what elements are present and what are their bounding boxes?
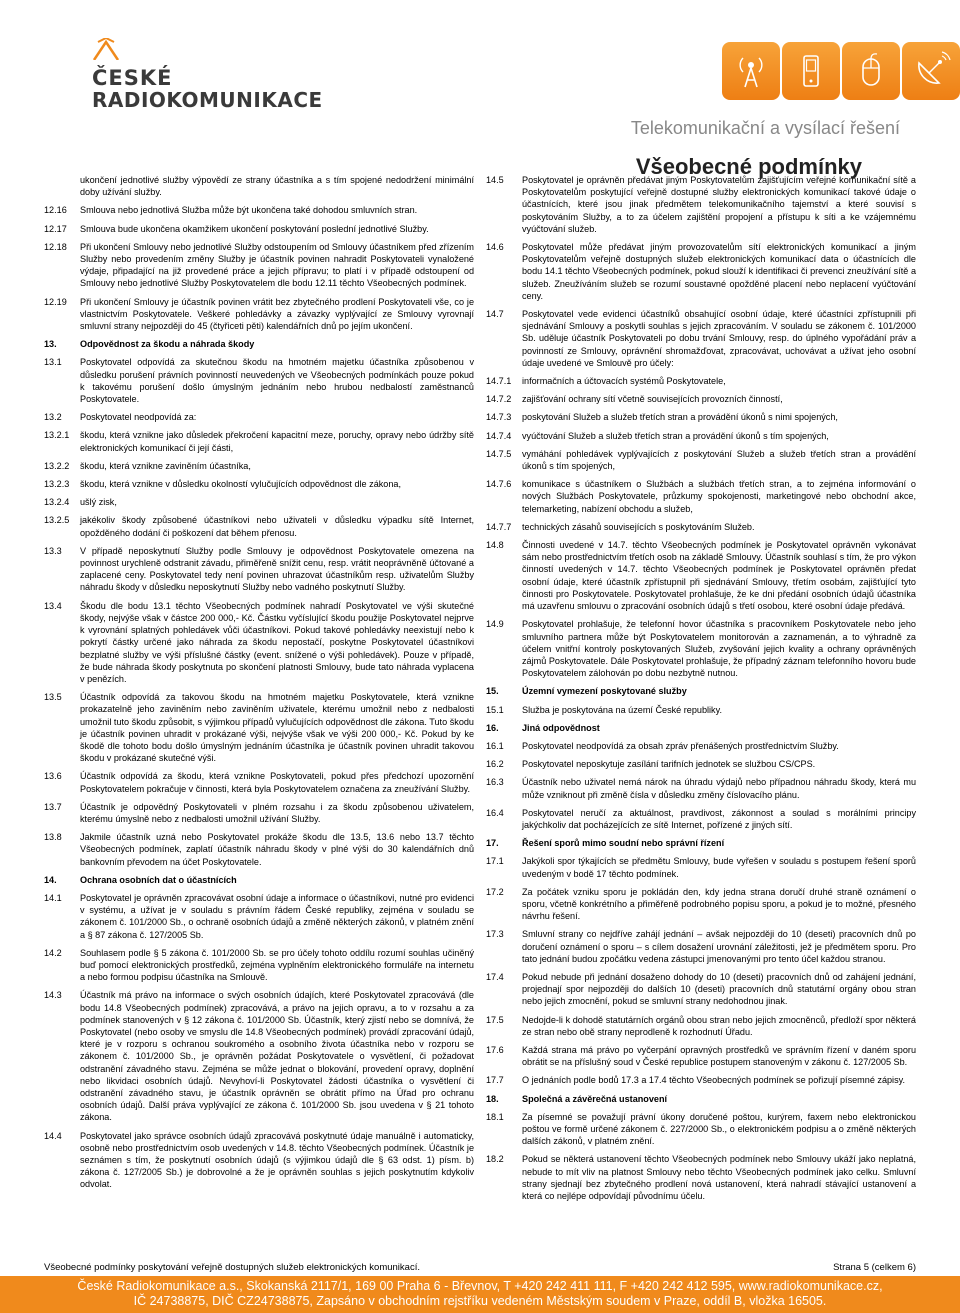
- left-column: [44, 174, 474, 1197]
- clause-number: 15.: [486, 686, 499, 697]
- clause: [486, 776, 916, 800]
- clause: [44, 223, 474, 235]
- clause: [44, 770, 474, 794]
- clause-text: škodu, která vznikne zaviněním účastníka,: [80, 460, 251, 471]
- clause-number: 14.7.6: [486, 479, 512, 490]
- clause-text: Při ukončení Smlouvy je účastník povinen vrátit bez zbytečného prodlení Poskytovateli vše, co je vlastnictvím Poskytovatele. Veškeré pohledávky a závazky vyplývající ze Smlouvy vyrovnají smluvní strany nejpozději do 45 (čtyřiceti pěti) kalendářních dnů po jejím ukončení.: [80, 296, 474, 332]
- clause-text: Poskytovatel vede evidenci účastníků obsahující osobní údaje, které účastníci zpřístupnili při sjednávání Smlouvy a poskytli souhlas s jejich zpracováním. V souladu se zákonem č. 101/2000 Sb. uděluje účastník Poskytovateli po dobu trvání Smlouvy, resp. do úplného vypořádání práv a povinností ze Smlouvy, oprávnění shromažďovat, zpracovávat, uchovávat a užívat jeho osobní údaje uvedené ve Smlouvě pro účely:: [522, 309, 916, 368]
- clause-number: 14.7.7: [486, 521, 512, 532]
- clause-text: Souhlasem podle § 5 zákona č. 101/2000 Sb. se pro účely tohoto oddílu rozumí souhlas učiněný buď pomocí elektronických prostředků, zejména vyplněním elektronického formuláře na internetu a nebo formou podpisu účastníka na Smlouvě.: [80, 947, 474, 983]
- clause: [44, 989, 474, 1123]
- clause-text: O jednáních podle bodů 17.3 a 17.4 těchto Všeobecných podmínek se pořizují písemné zápisy.: [522, 1075, 906, 1086]
- page-header: [0, 0, 960, 179]
- clause: [486, 478, 916, 515]
- clause-text: Smlouva bude ukončena okamžikem ukončení poskytování poslední jednotlivé Služby.: [80, 223, 429, 234]
- clause-number: 18.1: [486, 1111, 504, 1122]
- clause-number: 14.4: [44, 1130, 62, 1141]
- clause-number: 17.7: [486, 1075, 504, 1086]
- clause-number: 13.1: [44, 357, 62, 368]
- clause-number: 14.5: [486, 175, 504, 185]
- clause-number: 12.19: [44, 296, 67, 307]
- clause-text: Smlouva nebo jednotlivá Služba může být ukončena také dohodou smluvních stran.: [80, 205, 418, 216]
- clause: [44, 947, 474, 984]
- clause-number: 13.3: [44, 545, 62, 556]
- clause-text: Pokud se některá ustanovení těchto Všeobecných podmínek nebo Smlouvy ukáží jako neplatná, nebude to mít vliv na platnost Smlouvy nebo těchto Všeobecných podmínek jako celku. Smluvní strany sjednají bez zbytečného prodlení nová ustanovení, která nahradí stávající ustanovení a která co nejlépe odpovídají původnímu účelu.: [522, 1154, 916, 1202]
- clause: [44, 831, 474, 868]
- clause-number: 13.: [44, 339, 57, 350]
- clause-number: 17.1: [486, 856, 504, 867]
- clause-text: Jakmile účastník uzná nebo Poskytovatel prokáže škodu dle 13.5, 13.6 nebo 13.7 těchto Všeobecných podmínek, zaplatí účastník náhradu škody v plné výši do 30 kalendářních dnů bankovním převodem na účet Poskytovatele.: [80, 832, 474, 867]
- clause-text: vyúčtování Služeb a služeb třetích stran a provádění úkonů s tím spojených,: [522, 430, 829, 441]
- clause-text: Poskytovatel jako správce osobních údajů zpracovává poskytnuté údaje manuálně i automaticky, osobně nebo prostřednictvím osob uvedených v 14.8. těchto Všeobecných podmínek. Účastník je seznámen s tím, že poskytnutí osobních údajů (s výjimkou údajů dle § 63 odst. 1) písm. b) zákona č. 127/2005 Sb.) je dobrovolné a že je oprávněn souhlas s jejich poskytnutím kdykoliv odvolat.: [80, 1130, 474, 1190]
- clause-text: Účastník odpovídá za takovou škodu na hmotném majetku Poskytovatele, která vznikne prokazatelně jeho zaviněním nebo zaviněním uživatele, kterému umožnil nebo z nedbalosti umožnil tuto škodu způsobit, s výjimkou případů vylučujících odpovědnost dle zákona. Tuto škodu je účastník povinen uhradit v prokázané výši, nejvýše však ve výši 200 000,- Kč. Pokud by ke škodě dle tohoto bodu došlo úmyslným jednáním účastníka je účastník povinen uhradit takovou škodu v prokázané skutečné výši.: [80, 692, 474, 764]
- document-title: Všeobecné podmínky: [635, 154, 862, 179]
- clause: [486, 758, 916, 770]
- pylon-logo-icon: [92, 38, 120, 60]
- right-column: [486, 174, 916, 1208]
- clause: [486, 740, 916, 752]
- clause: [44, 429, 474, 453]
- section-heading-text: Řešení sporů mimo soudní nebo správní řízení: [522, 838, 725, 849]
- logo-line1: ČESKÉ: [92, 66, 173, 90]
- clause: [486, 886, 916, 923]
- clause-text: ukončení jednotlivé služby výpovědí ze strany účastníka a s tím spojené nedodržení minimální doby užívání služby.: [80, 175, 474, 198]
- clause: [44, 600, 474, 685]
- clause-number: 17.3: [486, 929, 504, 940]
- clause-text: jakékoliv škody způsobené účastníkovi nebo uživateli v důsledku výpadku sítě Internet, opožděného dodání či poškození dat během přenosu.: [80, 515, 474, 538]
- clause-number: 18.: [486, 1093, 499, 1104]
- clause-number: 16.2: [486, 759, 504, 770]
- clause-number: 17.5: [486, 1014, 504, 1025]
- clause-number: 13.2.2: [44, 460, 70, 471]
- clause: [44, 545, 474, 594]
- clause: [44, 174, 474, 198]
- clause-text: Za písemné se považují právní úkony doručené poštou, kurýrem, faxem nebo elektronickou poštou ve formě určené zákonem č. 227/2000 Sb., o elektronickém podpisu a o změně některých dalších zákonů, v platném znění.: [522, 1111, 916, 1147]
- clause-number: 13.6: [44, 771, 62, 782]
- clause-number: 16.1: [486, 740, 504, 751]
- clause-number: 16.4: [486, 807, 504, 818]
- clause: [44, 691, 474, 764]
- clause: [486, 855, 916, 879]
- clause-text: Pokud nebude při jednání dosaženo dohody do 10 (deseti) pracovních dnů od zahájení jednání, projednají spor nejpozději do dalších 10 (deseti) pracovních dnů statutární orgány obou stran nebo jejich zmocnění, pokud se smluvní strany nedohodnou jinak.: [522, 971, 916, 1007]
- clause: [44, 411, 474, 423]
- clause-text: Poskytovatel neručí za aktuálnost, pravdivost, zákonnost a soulad s morálními principy jakýchkoliv dat pocházejících ze sítě Internet, pořízené z jiných sítí.: [522, 807, 916, 830]
- clause-number: 14.6: [486, 242, 504, 253]
- clause-text: Poskytovatel odpovídá za skutečnou škodu na hmotném majetku účastníka způsobenou v důsledku porušení právních povinností neuvedených ve Všeobecných podmínkách pouze pokud k takovému porušení došlo úmyslným jednáním nebo hrubou nedbalostí zaměstnanců Poskytovatele.: [80, 357, 474, 405]
- section-heading-text: Územní vymezení poskytované služby: [522, 686, 687, 697]
- clause-text: poskytování Služeb a služeb třetích stran a provádění úkonů s nimi spojených,: [522, 412, 838, 423]
- clause: [486, 521, 916, 533]
- clause: [486, 971, 916, 1008]
- clause-text: Poskytovatel neposkytuje zasílání tarifních jednotek se službou CS/CPS.: [522, 759, 816, 770]
- clause-number: 14.9: [486, 619, 504, 630]
- clause-number: 13.5: [44, 692, 62, 703]
- clause-text: Služba je poskytována na území České republiky.: [522, 704, 722, 715]
- tagline: Telekomunikační a vysílací řešení: [630, 118, 900, 138]
- clause-number: 13.2.5: [44, 515, 70, 526]
- clause-number: 13.8: [44, 832, 62, 843]
- section-heading: [44, 338, 474, 350]
- clause: [486, 704, 916, 716]
- clause-number: 14.3: [44, 990, 62, 1001]
- clause: [44, 478, 474, 490]
- clause: [486, 393, 916, 405]
- clause-text: zajišťování ochrany sítí včetně souvisejících provozních činností,: [522, 394, 783, 405]
- clause-text: Nedojde-li k dohodě statutárních orgánů obou stran nebo jejich zmocněnců, předloží spor některá ze stran nebo obě strany neprodleně k rozhodnutí Úřadu.: [522, 1014, 916, 1037]
- clause-number: 17.6: [486, 1044, 504, 1055]
- clause-number: 13.7: [44, 801, 62, 812]
- clause-text: V případě neposkytnutí Služby podle Smlouvy je odpovědnost Poskytovatele omezena na povinnost urychleně odstranit závadu, přiměřeně snížit cenu, resp. vrátit neoprávněně účtované a zaplacené ceny. Poskytovatel tedy není povinen uhrazovat účastníkům resp. uživatelům Služby náhradu škody v důsledku neposkytnutí Služby nebo vadného poskytnutí Služby.: [80, 545, 474, 593]
- clause-number: 14.8: [486, 540, 504, 551]
- clause-number: 12.17: [44, 223, 67, 234]
- clause: [44, 241, 474, 290]
- clause-text: komunikace s účastníkem o Službách a službách třetích stran, a to zejména informování o nových Službách Poskytovatele, průzkumy spokojenosti, marketingové nebo obchodní akce, telemarketing, nabízení obchodu a služeb,: [522, 479, 916, 514]
- clause: [486, 1074, 916, 1086]
- clause-text: Smluvní strany co nejdříve zahájí jednání – avšak nejpozději do 10 (deseti) pracovních dnů po doručení oznámení o sporu – s cílem dosažení urovnání záležitosti, jež je předmětem sporu. Pro tato jednání budou zpočátku vedena zástupci jmenovanými pro tento účel každou stranou.: [522, 929, 916, 964]
- clause-text: informačních a účtovacích systémů Poskytovatele,: [522, 376, 726, 387]
- clause-number: 14.: [44, 874, 57, 885]
- clause-number: 12.16: [44, 205, 67, 216]
- clause-number: 15.1: [486, 704, 504, 715]
- clause: [486, 539, 916, 612]
- clause: [486, 928, 916, 965]
- clause-text: Účastník nebo uživatel nemá nárok na úhradu výdajů nebo případnou náhradu škody, která mu může vzniknout při změně čísla v důsledku změny číslovacího plánu.: [522, 777, 916, 800]
- section-heading: [486, 722, 916, 734]
- clause-number: 14.7.1: [486, 376, 512, 387]
- clause: [486, 1111, 916, 1148]
- clause-text: Účastník je odpovědný Poskytovateli v plném rozsahu i za škodu způsobenou uživatelem, kterému úmyslně nebo z nedbalosti umožnil užívání Služby.: [80, 801, 474, 824]
- section-heading-text: Společná a závěrečná ustanovení: [522, 1093, 668, 1104]
- section-heading: [486, 685, 916, 697]
- clause: [486, 241, 916, 302]
- clause: [44, 496, 474, 508]
- clause-number: 14.7: [486, 309, 504, 320]
- clause: [486, 375, 916, 387]
- clause-number: 18.2: [486, 1154, 504, 1165]
- mouse-icon: [842, 42, 900, 100]
- company-registration: IČ 24738875, DIČ CZ24738875, Zapsáno v obchodním rejstříku vedeném Městským soudem v Praze, oddíl B, vložka 16505.: [133, 1294, 827, 1308]
- clause: [44, 296, 474, 333]
- clause-text: Poskytovatel je oprávněn zpracovávat osobní údaje a informace o účastníkovi, nutné pro evidenci v systému, a užívat je v souladu s právním řádem České republiky, zejména v souladu se zákonem č. 101/2000 Sb., o ochraně osobních údajů a změně některých zákonů, v platném znění a § 87 zákona č. 127/2005 Sb.: [80, 892, 474, 940]
- clause-text: Činnosti uvedené v 14.7. těchto Všeobecných podmínek je Poskytovatel oprávněn vykonávat sám nebo prostřednictvím třetích osob na základě Smlouvy. Účastník souhlasí s tím, že pro výkon činností uvedených v 14.7. těchto Všeobecných podmínek je Poskytovatel oprávněn předat osobní údaje, které účastník zpřístupnil při sjednávání Smlouvy, třetím osobám, zajišťující tyto činnosti pro Poskytovatele. Poskytovatel prohlašuje, že ke dni předání osobních údajů účastníka má uzavřenu smlouvu o zpracování osobních údajů s třetí osobou, které osobní údaje předává.: [522, 540, 916, 612]
- clause-number: 13.2.3: [44, 479, 70, 490]
- clause: [44, 204, 474, 216]
- clause: [44, 460, 474, 472]
- clause-text: Účastník odpovídá za škodu, která vznikne Poskytovateli, pokud přes předchozí upozornění Poskytovatelem pokračuje v činnosti, která byla Poskytovatelem označena za zneužívání Služby.: [80, 771, 474, 794]
- clause-number: 14.7.5: [486, 448, 512, 459]
- clause: [44, 514, 474, 538]
- antenna-icon: [722, 42, 780, 100]
- clause-text: Každá strana má právo po vyčerpání opravných prostředků ve správním řízení v daném sporu obrátit se na příslušný soud v České republice postupem stanoveným v zákonu č. 127/2005 Sb.: [522, 1044, 916, 1068]
- clause-text: Poskytovatel prohlašuje, že telefonní hovor účastníka s pracovníkem Poskytovatele nebo jeho smluvního partnera může být Poskytovatelem monitorován a zaznamenán, a to výhradně za účelem vnitřní kontroly poskytovaných Služeb, zvyšování jejich kvality a ochrany oprávněných zájmů Poskytovatele. Dále Poskytovatel prohlašuje, že případný záznam telefonního hovoru bude Poskytovatelem zálohován po dobu nezbytně nutnou.: [522, 619, 916, 679]
- section-heading-text: Jiná odpovědnost: [522, 722, 600, 733]
- clause-number: 14.7.4: [486, 430, 512, 441]
- section-heading: [44, 874, 474, 886]
- clause-text: Jakýkoli spor týkajících se předmětu Smlouvy, bude vyřešen v souladu s postupem řešení sporů uvedeným v bodě 17 těchto podmínek.: [522, 856, 916, 879]
- section-heading: [486, 837, 916, 849]
- clause: [486, 618, 916, 679]
- clause-text: škodu, která vznikne jako důsledek překročení kapacitní meze, poruchy, opravy nebo údržby sítě elektronických komunikací či její části,: [80, 430, 474, 453]
- clause-text: Poskytovatel může předávat jiným provozovatelům sítí elektronických komunikací a jiným Poskytovatelům veřejně dostupných služeb elektronických komunikací data o účastnících dle bodu 14.1 těchto Všeobecných podmínek, pokud slouží k identifikaci či prevenci zneužívání sítě a služeb. Zneužíváním služeb se rozumí soustavné opožděné placení nebo neplacení vyúčtování ceny.: [522, 242, 916, 301]
- clause-number: 17.4: [486, 971, 504, 982]
- clause-number: 14.2: [44, 947, 62, 958]
- clause-number: 17.2: [486, 886, 504, 897]
- clause-number: 14.7.3: [486, 412, 512, 423]
- clause-number: 13.4: [44, 600, 62, 611]
- clause-number: [44, 174, 80, 198]
- clause: [486, 308, 916, 369]
- clause: [44, 1130, 474, 1191]
- clause-text: vymáhání pohledávek vyplývajících z poskytování Služeb a služeb třetích stran a provádění úkonů s tím spojených,: [522, 448, 916, 472]
- clause-number: 17.: [486, 838, 499, 849]
- footer-document-name: Všeobecné podmínky poskytování veřejně dostupných služeb elektronických komunikací.: [44, 1262, 420, 1273]
- clause: [486, 430, 916, 442]
- clause-number: 13.2.1: [44, 430, 70, 441]
- clause-text: Při ukončení Smlouvy nebo jednotlivé Služby odstoupením od Smlouvy účastníkem před zřízením Služby nebo provedením změny Služby je účastník povinen nahradit Poskytovateli vynaložené výdaje, připadající na již provedené práce a jejich přípravu; to platí i v případě odstoupení od Smlouvy nebo jednotlivé Služby Poskytovatelem dle bodu 12.11 těchto Všeobecných podmínek.: [80, 241, 474, 289]
- service-icons: [722, 42, 960, 100]
- satellite-dish-icon: [902, 42, 960, 100]
- clause: [486, 1014, 916, 1038]
- section-heading-text: Ochrana osobních dat o účastnících: [80, 874, 237, 885]
- clause-number: 14.7.2: [486, 394, 512, 405]
- clause-text: Účastník má právo na informace o svých osobních údajích, které Poskytovatel zpracovává (dle bodu 14.8 Všeobecných podmínek) zpracovává, a právo na jejich opravu, a to v rozsahu a za podmínek stanovených v § 12 zákona č. 101/2000 Sb. Účastník, který zjistí nebo se domnívá, že Poskytovatel (nebo osoby ve smyslu dle 14.8 Všeobecných podmínek) provádí zpracování údajů, které je v rozporu s ochranou soukromého a osobního života účastníka nebo v rozporu se zákonem č. 101/2000 Sb., je oprávněn požádat Poskytovatele o vysvětlení, či požadovat odstranění závadného stavu. Zejména se může jednat o blokování, provedení opravy, doplnění nebo likvidaci osobních údajů. Nevyhoví-li Poskytovatel žádosti účastníka o vysvětlení či odstranění závadného stavu, je účastník oprávněn se obrátit přímo na Úřad pro ochranu osobních údajů. Další práva vyplývající ze zákona č. 101/2000 Sb. jsou uvedena v § 21 tohoto zákona.: [80, 990, 474, 1123]
- clause-number: 13.2.4: [44, 497, 70, 508]
- clause-number: 16.: [486, 722, 499, 733]
- clause-text: ušlý zisk,: [80, 497, 117, 508]
- footer-page-number: Strana 5 (celkem 6): [833, 1262, 916, 1273]
- clause-text: Poskytovatel neodpovídá za:: [80, 412, 197, 423]
- clause-text: technických zásahů souvisejících s poskytováním Služeb.: [522, 521, 755, 532]
- clause-text: Škodu dle bodu 13.1 těchto Všeobecných podmínek nahradí Poskytovatel ve výši skutečné škody, nejvýše však v částce 200 000,- Kč. Částku vyčíslující škodu použije Poskytovatel nejprve k vyrovnání splatných pohledávek vůči účastníkovi. Pokud takové pohledávky neexistují nebo k pokrytí částky určené jako náhrada za škodu nepostačí, poskytne Poskytovatel účastníkovi bezplatné služby ve výši příslušné částky (event. snížené o výši pohledávek). Pouze v případě, že bude náhrada škody poskytnuta po skončení platnosti Smlouvy, bude tato náhrada vyplacena v penězích.: [80, 600, 474, 684]
- mobile-phone-icon: [782, 42, 840, 100]
- section-heading-text: Odpovědnost za škodu a náhrada škody: [80, 339, 255, 350]
- clause-number: 13.2: [44, 412, 62, 423]
- clause: [44, 801, 474, 825]
- clause: [486, 807, 916, 831]
- clause: [44, 356, 474, 405]
- clause: [486, 411, 916, 423]
- company-footer-band: [0, 1276, 960, 1313]
- clause-number: 14.1: [44, 892, 62, 903]
- clause-text: Za počátek vzniku sporu je pokládán den, kdy jedna strana doručí druhé straně oznámení o sporu, včetně konkrétního a přiměřeně podrobného popisu sporu, a pokud je to možné, přesného návrhu řešení.: [522, 886, 916, 922]
- clause: [486, 1044, 916, 1068]
- clause: [486, 448, 916, 472]
- clause-number: 16.3: [486, 777, 504, 788]
- clause-text: Poskytovatel neodpovídá za obsah zpráv přenášených prostřednictvím Služby.: [522, 740, 839, 751]
- clause: [486, 174, 916, 235]
- logo-line2: RADIOKOMUNIKACE: [92, 88, 323, 112]
- clause: [44, 892, 474, 941]
- clause-text: Poskytovatel je oprávněn předávat jiným Poskytovatelům zajišťujícím veřejné komunikační sítě a Poskytovatelům poskytující veřejně dostupné služby elektronických komunikací takové údaje o účastnících, které jsou jinak předmětem telekomunikačního tajemství a které souvisí s poskytováním Služby, a to za účelem zajištění propojení a přístupu k síti a ke vzájemnému vyúčtování služeb.: [522, 175, 916, 234]
- clause: [486, 1153, 916, 1202]
- section-heading: [486, 1093, 916, 1105]
- clause-text: škodu, která vznikne v důsledku okolností vylučujících odpovědnost dle zákona,: [80, 479, 401, 490]
- page-footer-text: [44, 1262, 916, 1273]
- company-address: České Radiokomunikace a.s., Skokanská 2117/1, 169 00 Praha 6 - Břevnov, T +420 242 411 111, F +420 242 412 595, www.radiokomunikace.cz,: [77, 1279, 883, 1293]
- clause-number: 12.18: [44, 241, 67, 252]
